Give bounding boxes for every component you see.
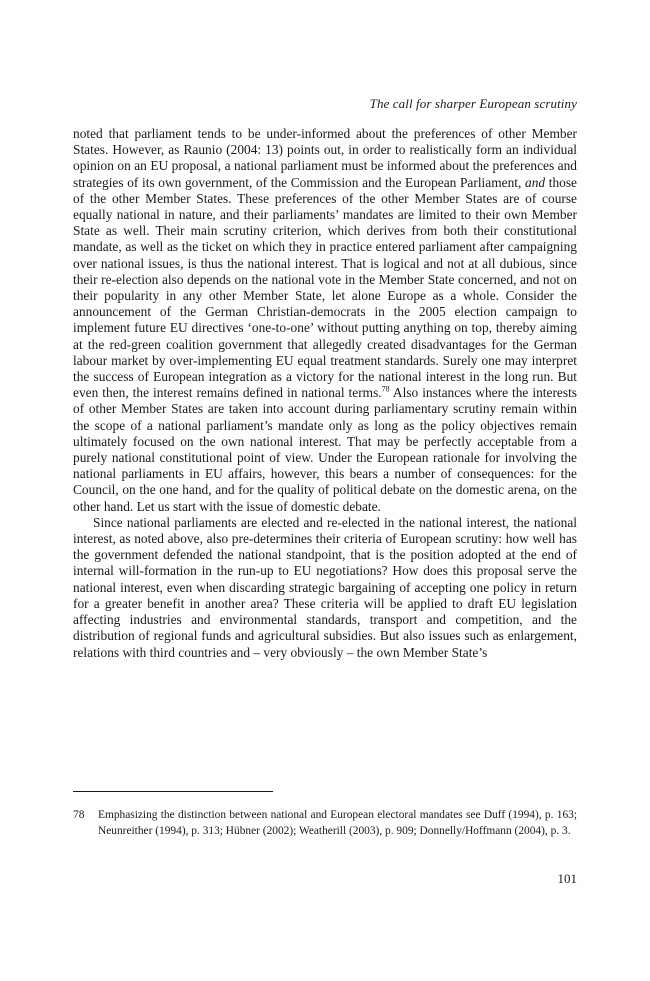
footnote-number: 78 bbox=[73, 809, 85, 821]
footnote-text: Emphasizing the distinction between national and European electoral mandates see Duff (1994), p. 163; Neunreither (1994), p. 313; Hübner (2002); Weatherill (2003), p. 909; Donnelly/Hoffmann (2004), p. 3. bbox=[98, 809, 577, 837]
paragraph-1-part-b: those of the other Member States. These preferences of the other Member States are of course equally national in nature, and their parliaments’ mandates are limited to their own Member State as well. Their main scrutiny criterion, which derives from both their constitutional mandate, as well as the ticket on which they in practice entered parliament after campaigning over national issues, is thus the national interest. That is logical and not at all dubious, since their re-election also depends on the national vote in the Member State concerned, and not on their popularity in any other Member State, let alone Europe as a whole. Consider the announcement of the German Christian-democrats in the 2005 election campaign to implement future EU directives ‘one-to-one’ without putting anything on top, thereby aiming at the red-green coalition government that allegedly created disadvantages for the German labour market by over-implementing EU equal treatment standards. Surely one may interpret the success of European integration as a victory for the national interest in the long run. But even then, the interest remains defined in national terms. bbox=[73, 174, 577, 401]
main-text bbox=[73, 126, 577, 661]
paragraph-2: Since national parliaments are elected and re-elected in the national interest, the national interest, as noted above, also pre-determines their criteria of European scrutiny: how well has the government defended the national standpoint, that is the position adopted at the end of internal will-formation in the run-up to EU negotiations? How does this proposal serve the national interest, even when discarding strategic bargaining of accepting one policy in return for a greater benefit in another area? These criteria will be applied to draft EU legislation affecting industries and environmental standards, transport and competition, and the distribution of regional funds and agricultural subsidies. But also issues such as enlargement, relations with third countries and – very obviously – the own Member State’s bbox=[73, 514, 577, 660]
emphasis-and: and bbox=[525, 174, 546, 190]
footnote-reference[interactable]: 78 bbox=[381, 384, 390, 394]
paragraph-1 bbox=[73, 126, 577, 515]
page-number: 101 bbox=[557, 871, 577, 886]
paragraph-1-part-a: noted that parliament tends to be under-informed about the preferences of other Member States. However, as Raunio (2004: 13) points out, in order to realistically form an individual opinion on an EU proposal, a national parliament must be informed about the preferences and strategies of its own government, of the Commission and the European Parliament, bbox=[73, 126, 577, 190]
footnote bbox=[73, 807, 577, 839]
running-head: The call for sharper European scrutiny bbox=[369, 96, 577, 111]
paragraph-1-part-c: Also instances where the interests of other Member States are taken into account during parliamentary scrutiny remain within the scope of a national parliament’s mandate only as long as the policy objectives remain ultimately focused on the own national interest. That may be perfectly acceptable from a purely national constitutional point of view. Under the European rationale for involving the national parliaments in EU affairs, however, this bears a number of consequences: for the Council, on the one hand, and for the quality of political debate on the domestic arena, on the other hand. Let us start with the issue of domestic debate. bbox=[73, 385, 578, 514]
footnote-divider bbox=[73, 791, 273, 792]
